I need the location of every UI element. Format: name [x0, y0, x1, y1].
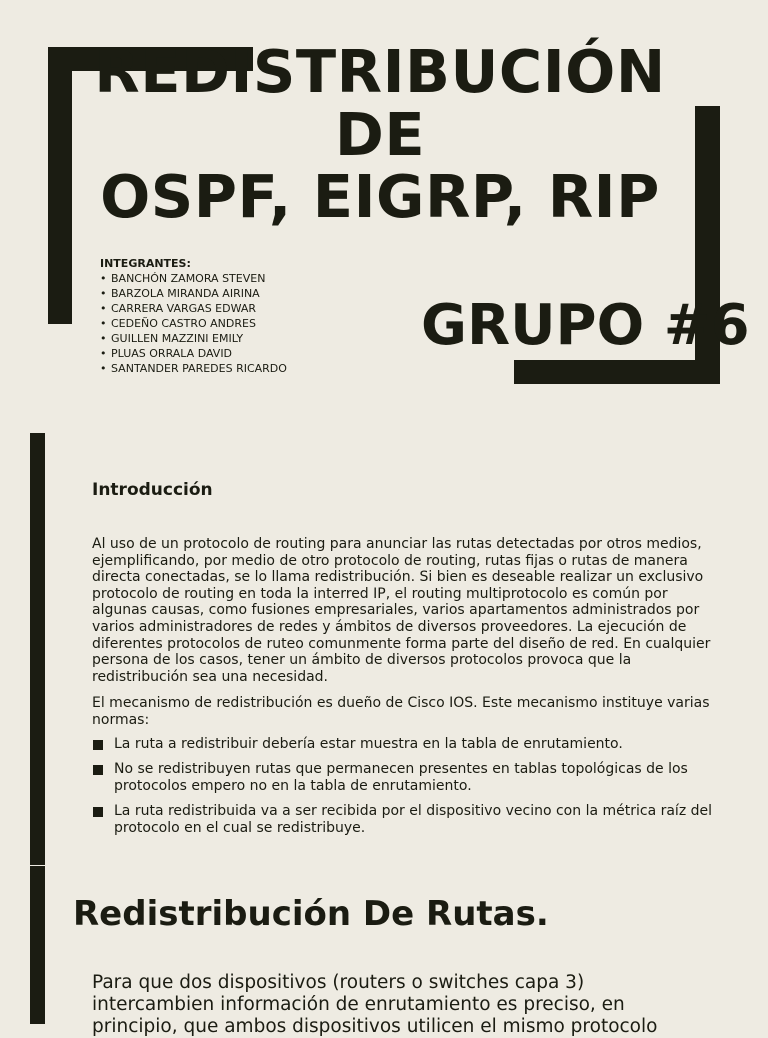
rule-item: No se redistribuyen rutas que permanecen presentes en tablas topológicas de los protocolos empero no en la tabla de enrutamiento. [92, 761, 722, 794]
accent-bar-left [30, 866, 45, 1024]
routes-heading: Redistribución De Rutas. [73, 894, 549, 934]
members-heading: INTEGRANTES: [100, 257, 191, 270]
member-item: • BANCHÓN ZAMORA STEVEN [100, 271, 287, 286]
member-item: • GUILLEN MAZZINI EMILY [100, 331, 287, 346]
member-item: • CEDEÑO CASTRO ANDRES [100, 316, 287, 331]
intro-heading: Introducción [92, 480, 213, 500]
member-item: • SANTANDER PAREDES RICARDO [100, 361, 287, 376]
member-item: • PLUAS ORRALA DAVID [100, 346, 287, 361]
rule-item: La ruta a redistribuir debería estar muestra en la tabla de enrutamiento. [92, 736, 722, 752]
frame-bar-bottom-right-horizontal [514, 360, 720, 384]
members-block [100, 256, 287, 376]
accent-bar-left [30, 433, 45, 865]
title-slide [0, 0, 768, 420]
intro-paragraph-2: El mecanismo de redistribución es dueño de Cisco IOS. Este mecanismo instituye varias normas: [92, 695, 710, 728]
routes-paragraph: Para que dos dispositivos (routers o switches capa 3) intercambien información de enrutamiento es preciso, en principio, que ambos dispositivos utilicen el mismo protocolo [92, 972, 658, 1037]
intro-slide [0, 433, 768, 865]
members-list [100, 271, 287, 376]
rule-item: La ruta redistribuida va a ser recibida por el dispositivo vecino con la métrica raíz del protocolo en el cual se redistribuye. [92, 803, 722, 836]
group-label: GRUPO #6 [421, 293, 750, 358]
intro-paragraph-1: Al uso de un protocolo de routing para anunciar las rutas detectadas por otros medios, ejemplificando, por medio de otro protocolo de routing, rutas fijas o rutas de manera directa conectadas, se lo llama redistribución. Si bien es deseable realizar un exclusivo protocolo de routing en toda la interred IP, el routing multiprotocolo es común por algunas causas, como fusiones empresariales, varios apartamentos administrados por varios administradores de redes y ámbitos de diversos proveedores. La ejecución de diferentes protocolos de ruteo comunmente forma parte del diseño de red. En cualquier persona de los casos, tener un ámbito de diversos protocolos provoca que la redistribución sea una necesidad. [92, 536, 711, 685]
member-item: • CARRERA VARGAS EDWAR [100, 301, 287, 316]
routes-slide [0, 866, 768, 1037]
title-line-3: OSPF, EIGRP, RIP [100, 162, 660, 231]
member-item: • BARZOLA MIRANDA AIRINA [100, 286, 287, 301]
title-line-1: REDISTRIBUCIÓN [94, 37, 666, 106]
title-line-2: DE [334, 100, 426, 169]
rules-list [92, 736, 722, 845]
